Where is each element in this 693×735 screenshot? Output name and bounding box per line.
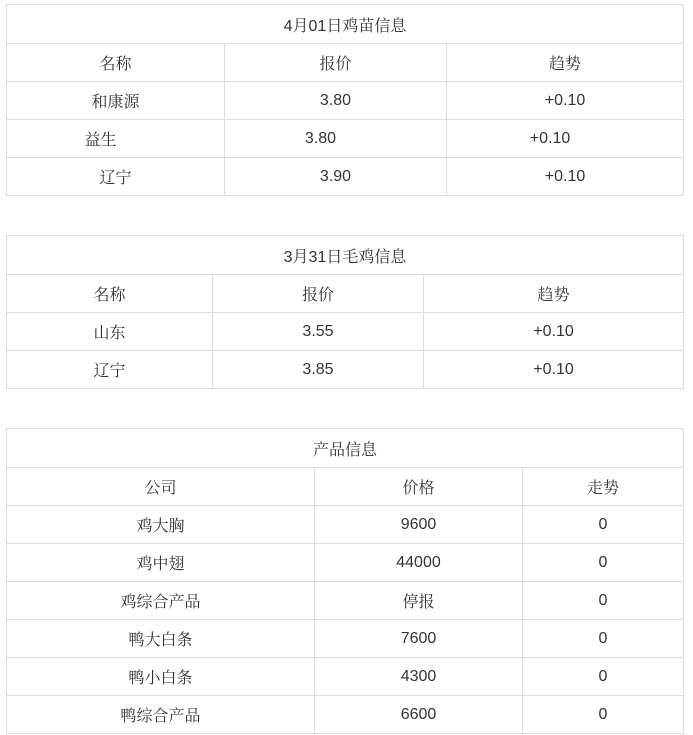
table-title: 产品信息 — [7, 429, 684, 468]
cell-quote: 3.85 — [213, 351, 424, 389]
cell-name: 辽宁 — [7, 158, 225, 196]
cell-trend: 0 — [523, 620, 684, 658]
cell-company: 鸡大胸 — [7, 506, 315, 544]
column-header-name: 名称 — [7, 44, 225, 82]
table-header-row — [7, 44, 684, 82]
cell-price: 9600 — [315, 506, 523, 544]
table-row — [7, 620, 684, 658]
table-row — [7, 582, 684, 620]
table-row — [7, 313, 684, 351]
cell-name: 辽宁 — [7, 351, 213, 389]
column-header-quote: 报价 — [225, 44, 447, 82]
cell-trend: 0 — [523, 658, 684, 696]
cell-price: 6600 — [315, 696, 523, 734]
cell-quote: 3.80 — [225, 120, 447, 158]
table-title: 3月31日毛鸡信息 — [7, 236, 684, 275]
table-row — [7, 506, 684, 544]
table-title-row — [7, 236, 684, 275]
cell-trend: 0 — [523, 544, 684, 582]
table-title: 4月01日鸡苗信息 — [7, 5, 684, 44]
broiler-price-table — [6, 235, 684, 389]
table-row — [7, 158, 684, 196]
cell-trend: 0 — [523, 696, 684, 734]
table-row — [7, 658, 684, 696]
cell-quote: 3.80 — [225, 82, 447, 120]
cell-trend: 0 — [523, 506, 684, 544]
column-header-name: 名称 — [7, 275, 213, 313]
cell-name: 和康源 — [7, 82, 225, 120]
cell-company: 鸭大白条 — [7, 620, 315, 658]
cell-trend: +0.10 — [424, 313, 684, 351]
table-header-row — [7, 275, 684, 313]
cell-company: 鸡中翅 — [7, 544, 315, 582]
cell-trend: +0.10 — [447, 82, 684, 120]
column-header-trend: 趋势 — [447, 44, 684, 82]
table-row — [7, 351, 684, 389]
table-row — [7, 544, 684, 582]
cell-company: 鸭小白条 — [7, 658, 315, 696]
table-row — [7, 82, 684, 120]
cell-price: 44000 — [315, 544, 523, 582]
cell-price: 4300 — [315, 658, 523, 696]
cell-price: 7600 — [315, 620, 523, 658]
column-header-company: 公司 — [7, 468, 315, 506]
cell-trend: +0.10 — [447, 158, 684, 196]
cell-quote: 3.55 — [213, 313, 424, 351]
table-title-row — [7, 429, 684, 468]
column-header-trend: 趋势 — [424, 275, 684, 313]
cell-trend: 0 — [523, 582, 684, 620]
product-info-table — [6, 428, 684, 734]
cell-company: 鸡综合产品 — [7, 582, 315, 620]
cell-price: 停报 — [315, 582, 523, 620]
cell-company: 鸭综合产品 — [7, 696, 315, 734]
column-header-price: 价格 — [315, 468, 523, 506]
cell-trend: +0.10 — [447, 120, 684, 158]
cell-trend: +0.10 — [424, 351, 684, 389]
cell-name: 益生 — [7, 120, 225, 158]
column-header-trend: 走势 — [523, 468, 684, 506]
table-row — [7, 696, 684, 734]
cell-name: 山东 — [7, 313, 213, 351]
table-title-row — [7, 5, 684, 44]
column-header-quote: 报价 — [213, 275, 424, 313]
table-header-row — [7, 468, 684, 506]
chick-price-table — [6, 4, 684, 196]
cell-quote: 3.90 — [225, 158, 447, 196]
table-row — [7, 120, 684, 158]
